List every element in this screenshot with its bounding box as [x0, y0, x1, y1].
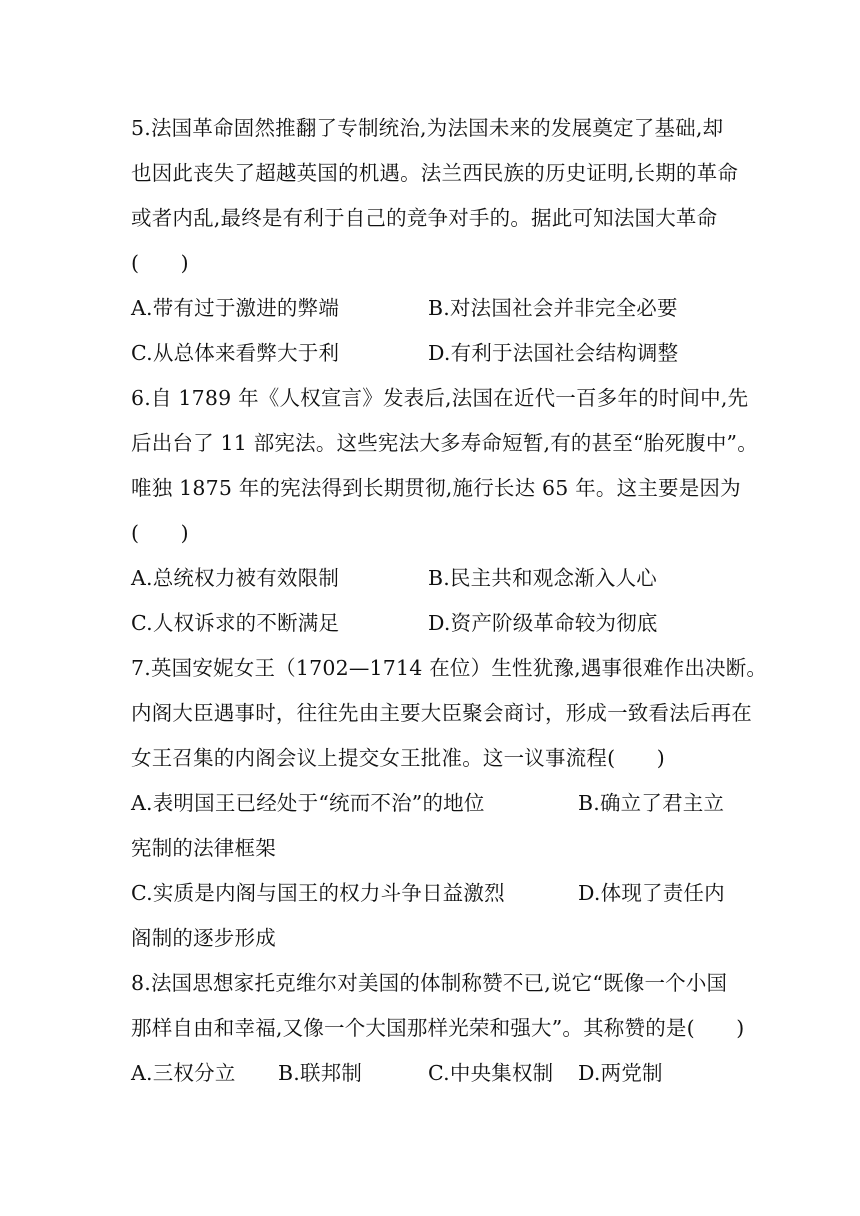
q8-stem-line-1: 8.法国思想家托克维尔对美国的体制称赞不已,说它“既像一个小国 — [131, 971, 728, 995]
q8-option-b: B.联邦制 — [278, 1061, 363, 1085]
q6-stem-line-2: 后出台了 11 部宪法。这些宪法大多寿命短暂,有的甚至“胎死腹中”。 — [131, 431, 758, 455]
q7-option-b: B.确立了君主立 — [578, 791, 725, 815]
q6-stem-line-1: 6.自 1789 年《人权宣言》发表后,法国在近代一百多年的时间中,先 — [131, 386, 749, 410]
q7-option-a: A.表明国王已经处于“统而不治”的地位 — [131, 791, 485, 815]
q6-option-a: A.总统权力被有效限制 — [131, 566, 340, 590]
q6-answer-blank: ( ) — [131, 521, 189, 545]
q5-option-d: D.有利于法国社会结构调整 — [428, 341, 679, 365]
q6-option-c: C.人权诉求的不断满足 — [131, 611, 340, 635]
q5-option-b: B.对法国社会并非完全必要 — [428, 296, 678, 320]
q8-option-d: D.两党制 — [578, 1061, 663, 1085]
q7-option-b-continued: 宪制的法律框架 — [131, 836, 276, 860]
q7-option-c: C.实质是内阁与国王的权力斗争日益激烈 — [131, 881, 505, 905]
q5-option-c: C.从总体来看弊大于利 — [131, 341, 340, 365]
q7-option-d-continued: 阁制的逐步形成 — [131, 926, 276, 950]
q7-stem-line-3: 女王召集的内阁会议上提交女王批准。这一议事流程( ) — [131, 746, 665, 770]
q6-option-d: D.资产阶级革命较为彻底 — [428, 611, 658, 635]
q6-stem-line-3: 唯独 1875 年的宪法得到长期贯彻,施行长达 65 年。这主要是因为 — [131, 476, 741, 500]
q5-stem-line-2: 也因此丧失了超越英国的机遇。法兰西民族的历史证明,长期的革命 — [131, 161, 739, 185]
q5-option-a: A.带有过于激进的弊端 — [131, 296, 340, 320]
q7-option-d: D.体现了责任内 — [578, 881, 725, 905]
q7-stem-line-2: 内阁大臣遇事时，往往先由主要大臣聚会商讨，形成一致看法后再在 — [131, 701, 752, 725]
q7-stem-line-1: 7.英国安妮女王（1702—1714 在位）生性犹豫,遇事很难作出决断。 — [131, 656, 768, 680]
q8-stem-line-2: 那样自由和幸福,又像一个大国那样光荣和强大”。其称赞的是( ) — [131, 1016, 745, 1040]
q5-stem-line-3: 或者内乱,最终是有利于自己的竞争对手的。据此可知法国大革命 — [131, 206, 718, 230]
q5-stem-line-1: 5.法国革命固然推翻了专制统治,为法国未来的发展奠定了基础,却 — [131, 116, 724, 140]
q5-answer-blank: ( ) — [131, 251, 189, 275]
q6-option-b: B.民主共和观念渐入人心 — [428, 566, 657, 590]
q8-option-c: C.中央集权制 — [428, 1061, 554, 1085]
q8-option-a: A.三权分立 — [131, 1061, 236, 1085]
